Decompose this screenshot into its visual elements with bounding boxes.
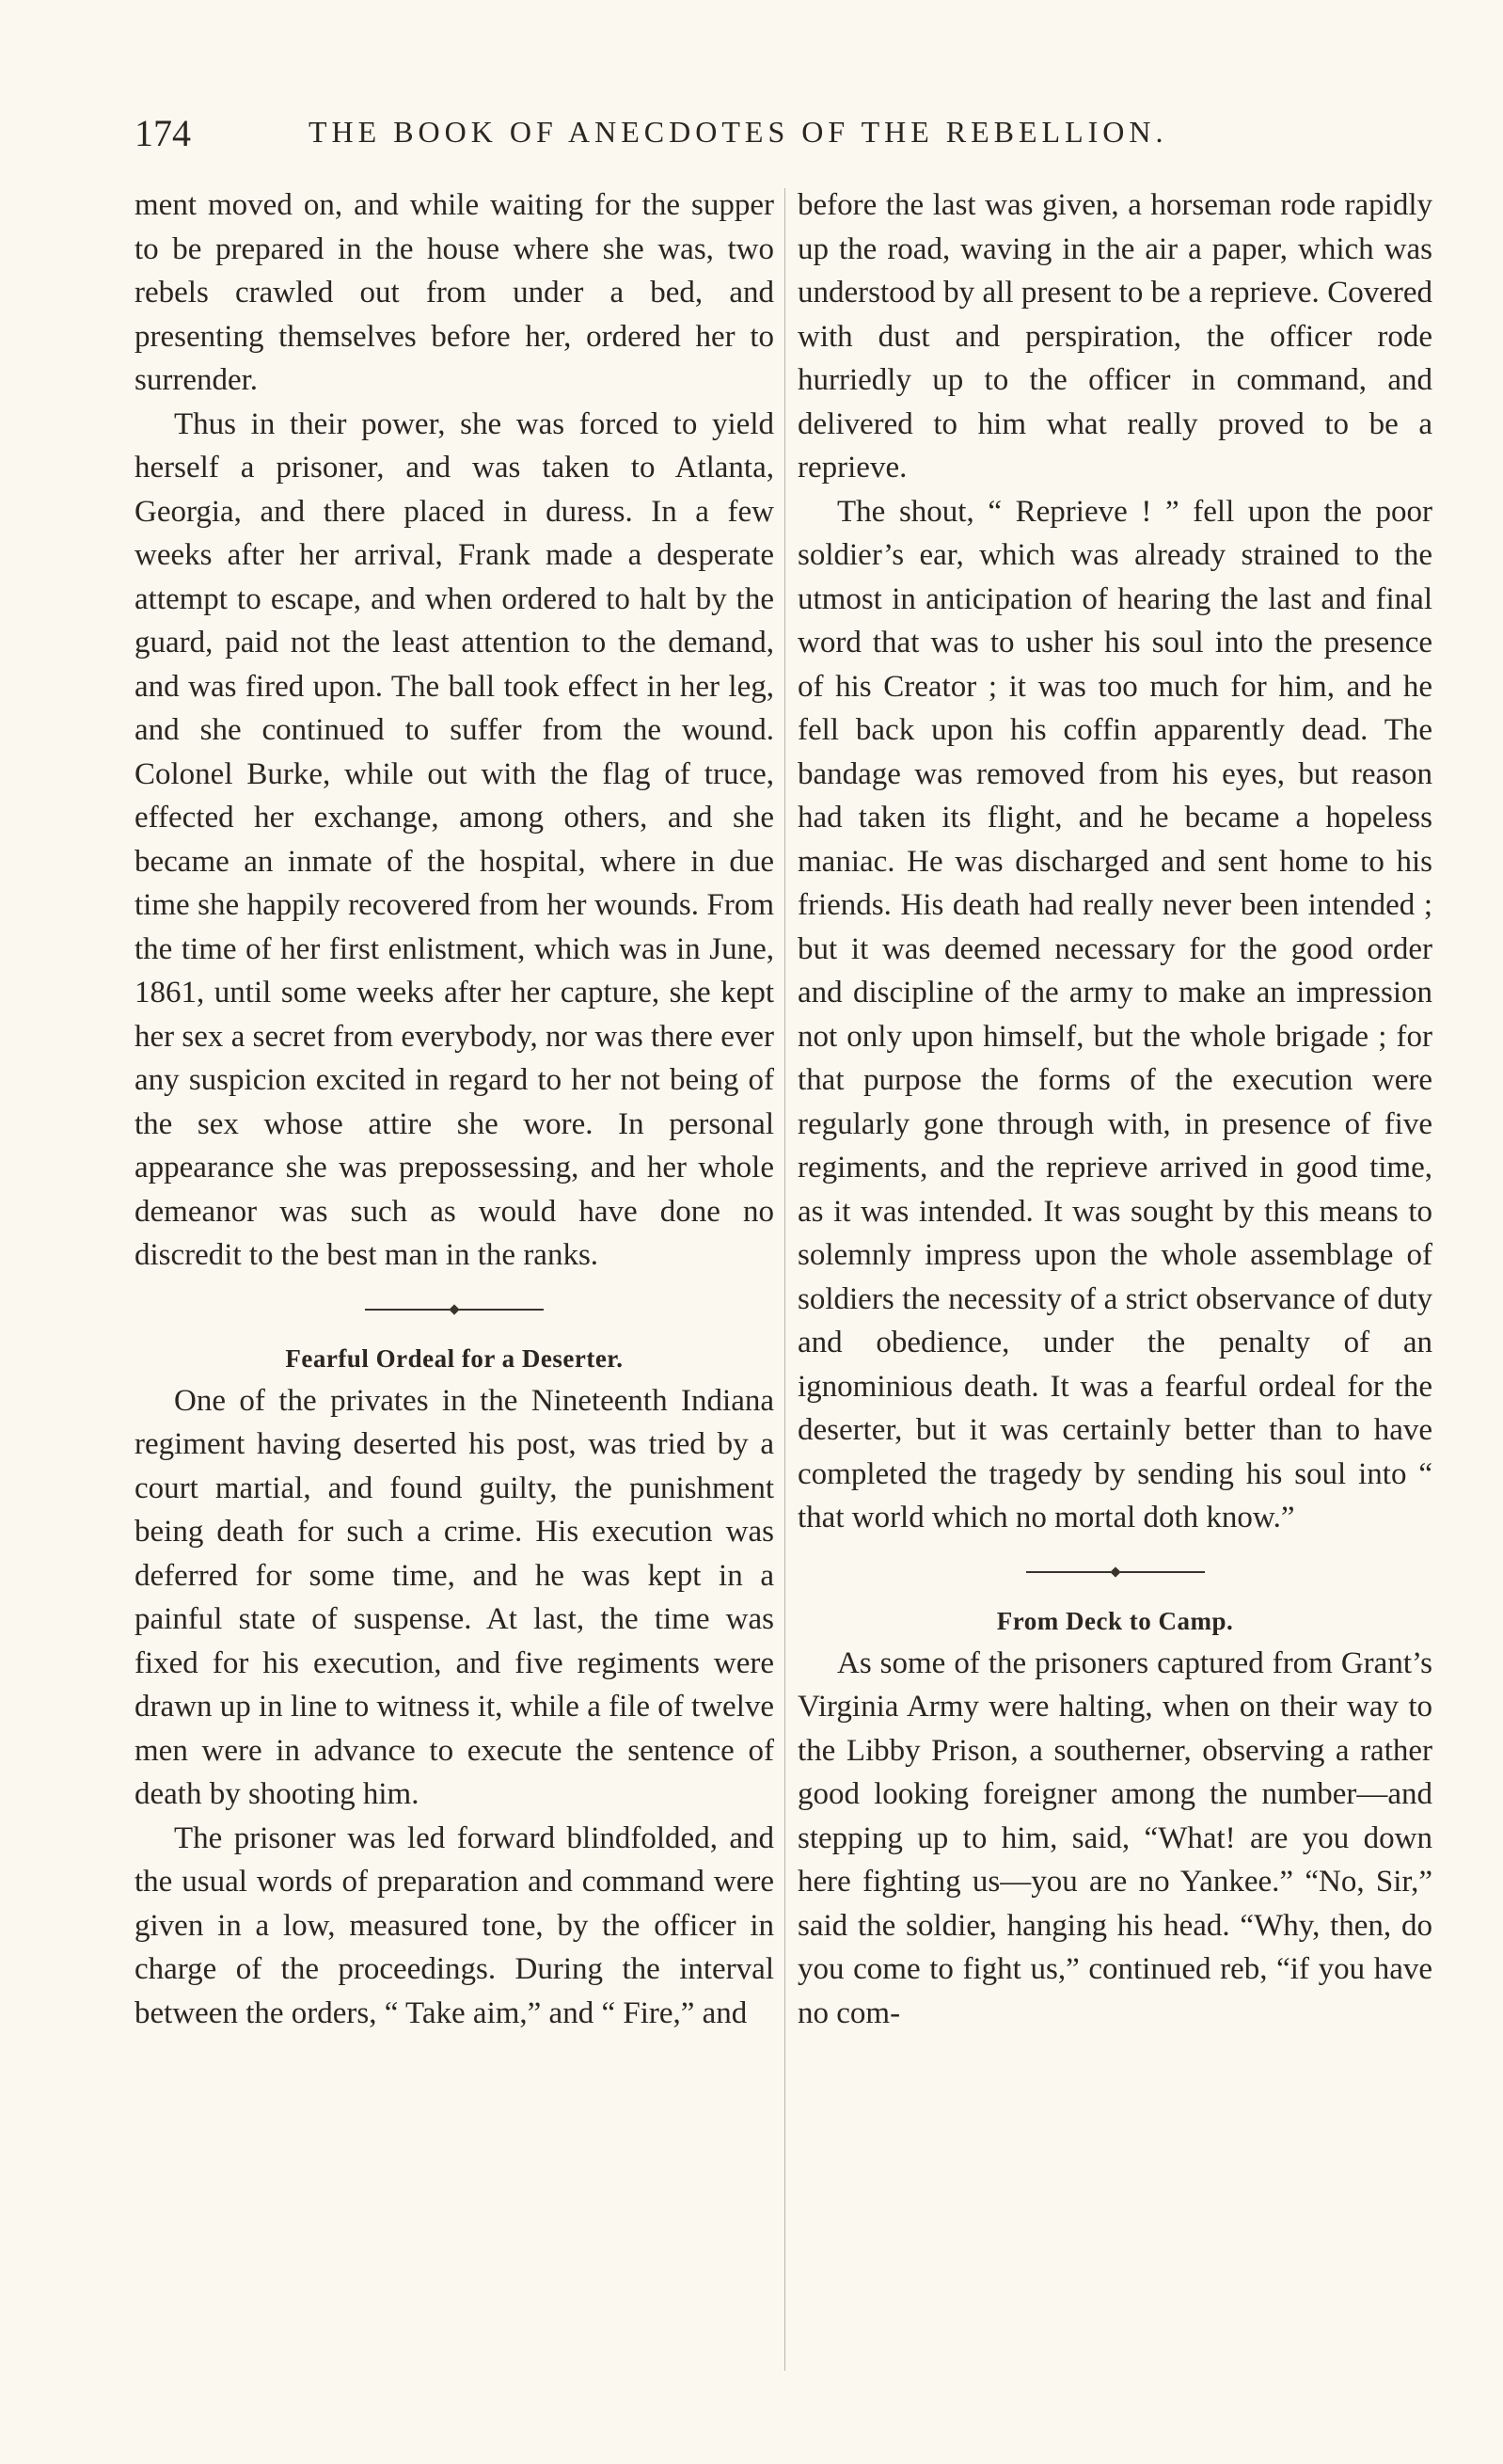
section-heading: Fearful Ordeal for a Deserter. [285,1343,624,1373]
paragraph: The shout, “ Reprieve ! ” fell upon the poor soldier’s ear, which was already strained to the utmost in anticipation of hearing the last and final word that was to usher his soul into the presence of his Creator ; it was too much for him, and he fell back upon his coffin apparently dead. The bandage was removed from his eyes, but reason had taken its flight, and he became a hopeless maniac. He was discharged and sent home to his friends. His death had really never been intended ; but it was deemed necessary for the good order and discipline of the army to make an impression not only upon himself, but the whole brigade ; for that purpose the forms of the execution were regularly gone through with, in presence of five regiments, and the reprieve arrived in good time, as it was intended. It was sought by this means to solemnly impress upon the whole assemblage of soldiers the necessity of a strict observance of duty and obedience, under the penalty of an ignominious death. It was a fearful ordeal for the deserter, but it was certainly better than to have completed the tragedy by sending his soul into “ that world which no mortal doth know.” [798,494,1432,1534]
paragraph: ment moved on, and while waiting for the supper to be prepared in the house where she was, two rebels crawled out from under a bed, and presenting themselves before her, ordered her to surrender. [134,188,774,397]
paragraph: Thus in their power, she was forced to yield herself a prisoner, and was taken to Atlanta, Georgia, and there placed in duress. In a few weeks after her arrival, Frank made a desperate attempt to escape, and when ordered to halt by the guard, paid not the least attention to the demand, and was fired upon. The ball took effect in her leg, and she continued to suffer from the wound. Colonel Burke, while out with the flag of truce, effected her exchange, among others, and she became an inmate of the hospital, where in due time she happily recovered from her wounds. From the time of her first enlistment, which was in June, 1861, until some weeks after her capture, she kept her sex a secret from everybody, nor was there ever any suspicion excited in regard to her not being of the sex whose attire she wore. In personal appearance she was prepossessing, and her whole demeanor was such as would have done no discredit to the best man in the ranks. [134,406,774,1272]
left-column [134,183,774,2035]
page-number: 174 [134,112,191,154]
paragraph: As some of the prisoners captured from Grant’s Virginia Army were halting, when on their way to the Libby Prison, a southerner, observing a rather good looking foreigner among the number—and stepping up to him, said, “What! are you down here fighting us—you are no Yankee.” “No, Sir,” said the soldier, hanging his head. “Why, then, do you come to fight us,” continued reb, “if you have no com- [798,1645,1432,2030]
section-heading: From Deck to Camp. [996,1606,1234,1635]
section-ornament [134,1287,774,1332]
paragraph: The prisoner was led forward blindfolded, and the usual words of preparation and command were given in a low, measured tone, by the officer in charge of the proceedings. During the interval between the orders, “ Take aim,” and “ Fire,” and [134,1820,774,2030]
right-column [798,183,1432,2035]
paragraph: One of the privates in the Nineteenth Indiana regiment having deserted his post, was tried by a court martial, and found guilty, the punishment being death for such a crime. His execution was deferred for some time, and he was kept in a painful state of suspense. At last, the time was fixed for his execution, and five regiments were drawn up in line to witness it, while a file of twelve men were in advance to execute the sentence of death by shooting him. [134,1383,775,1811]
section-ornament [798,1550,1432,1595]
column-divider [784,188,785,2371]
paragraph: before the last was given, a horseman rode rapidly up the road, waving in the air a paper, which was understood by all present to be a reprieve. Covered with dust and perspiration, the officer rode hurriedly up to the officer in command, and delivered to him what really proved to be a reprieve. [798,188,1432,485]
running-title: THE BOOK OF ANECDOTES OF THE REBELLION. [309,115,1168,149]
